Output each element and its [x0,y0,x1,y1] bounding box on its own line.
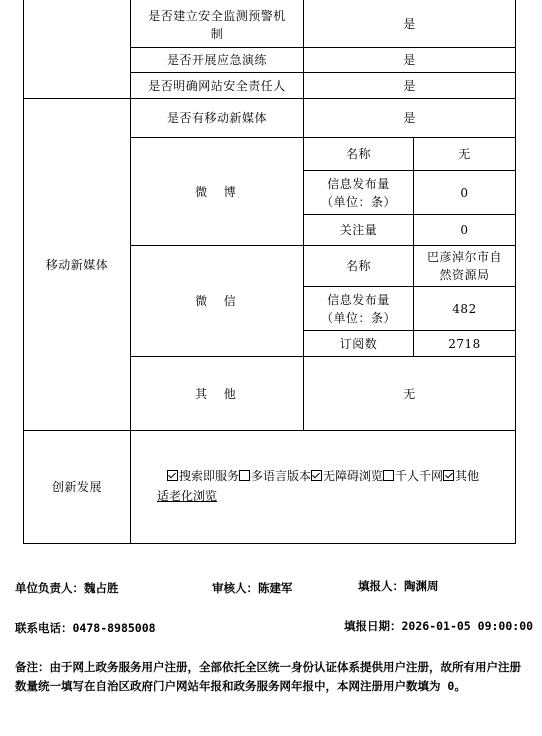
weibo-label: 微 博 [195,184,239,199]
has-mobile-value: 是 [403,111,416,125]
footnote: 备注：由于网上政务服务用户注册，全部依托全区统一身份认证体系提供用户注册，故所有用户注册数量统一填写在自治区政府门户网站年报和政务服务网年报中，本网注册用户数填为 0。 [15,660,521,693]
option-personalized[interactable]: 千人千网 [383,469,443,483]
wechat-subs-value: 2718 [448,336,481,351]
filler: 填报人：陶渊周 [358,579,439,593]
row-label-responsible: 是否明确网站安全责任人 [148,78,286,93]
option-search-service[interactable]: 搜索即服务 [167,469,239,483]
weibo-followers-label: 关注量 [339,223,378,237]
checkbox-icon[interactable] [167,470,178,481]
report-table [23,0,516,544]
fill-date: 填报日期：2026-01-05 09:00:00 [344,619,534,633]
wechat-name-label: 名称 [345,259,371,273]
other-media-value: 无 [403,386,416,401]
row-value-responsible: 是 [403,78,416,93]
checkbox-icon[interactable] [443,470,454,481]
weibo-followers-value: 0 [460,223,469,237]
unit-leader: 单位负责人：魏占胜 [15,581,119,595]
row-label-drill: 是否开展应急演练 [166,53,267,67]
wechat-count-label: 信息发布量（单位：条） [320,292,396,325]
wechat-subs-label: 订阅数 [339,336,378,351]
option-accessibility[interactable]: 无障碍浏览 [311,469,383,483]
weibo-count-value: 0 [460,185,469,200]
weibo-name-value: 无 [458,147,471,161]
row-value-monitoring: 是 [403,16,416,31]
checkbox-icon[interactable] [311,470,322,481]
mobile-section-label: 移动新媒体 [45,257,109,272]
contact-phone: 联系电话：0478-8985008 [15,621,156,635]
checkbox-icon[interactable] [239,470,250,481]
weibo-count-label: 信息发布量（单位：条） [320,176,396,209]
row-value-drill: 是 [403,53,416,67]
option-multilingual[interactable]: 多语言版本 [239,469,311,483]
other-media-label: 其 他 [195,386,239,401]
innovation-label: 创新发展 [51,480,102,494]
weibo-name-label: 名称 [345,147,371,161]
wechat-count-value: 482 [452,301,477,316]
other-innovation-text: 适老化浏览 [157,489,218,503]
row-label-monitoring: 是否建立安全监测预警机制 [148,9,286,41]
reviewer: 审核人：陈建军 [212,581,293,595]
innovation-options [130,466,516,506]
checkbox-icon[interactable] [383,470,394,481]
wechat-name-value: 巴彦淖尔市自然资源局 [426,250,502,282]
option-other[interactable]: 其他 [443,469,479,483]
has-mobile-label: 是否有移动新媒体 [166,111,267,125]
wechat-label: 微 信 [195,294,239,308]
